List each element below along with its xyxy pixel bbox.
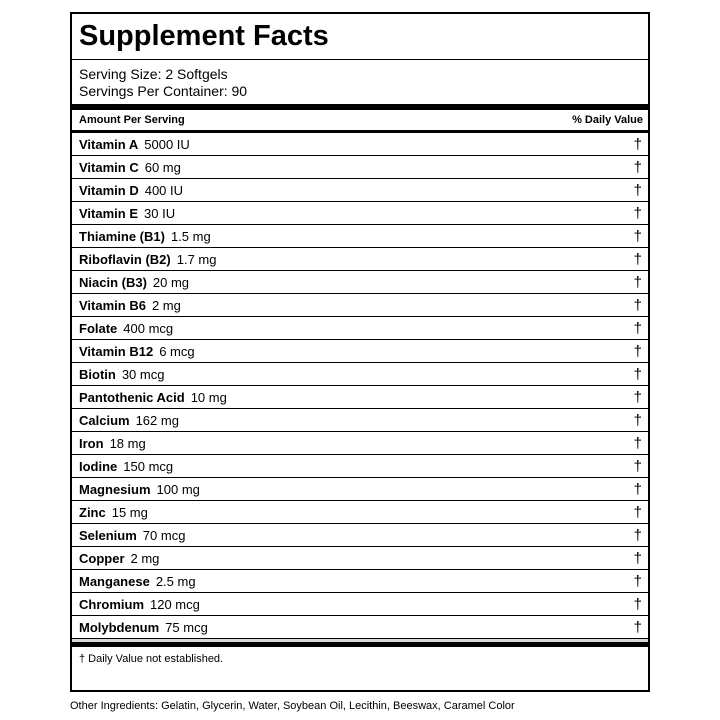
nutrient-row [72,570,648,593]
nutrient-amount: 2 mg [151,297,181,313]
nutrient-name: Selenium [79,527,137,543]
nutrient-amount: 20 mg [152,274,190,290]
nutrient-row [72,179,648,202]
nutrient-left [79,367,164,382]
nutrient-left [79,482,200,497]
nutrient-row [72,294,648,317]
nutrient-name: Manganese [79,573,150,589]
servings-per-container: Servings Per Container: 90 [79,83,248,99]
daily-value-dagger: † [633,549,642,567]
daily-value-dagger: † [633,434,642,452]
supplement-facts-panel [70,12,650,692]
daily-value-dagger: † [633,204,642,222]
nutrient-row [72,248,648,271]
nutrient-name: Vitamin D [79,182,139,198]
daily-value-dagger: † [633,250,642,268]
nutrient-name: Niacin (B3) [79,274,147,290]
daily-value-dagger: † [633,181,642,199]
nutrient-row [72,501,648,524]
nutrient-row [72,202,648,225]
nutrient-name: Copper [79,550,125,566]
daily-value-dagger: † [633,411,642,429]
daily-value-dagger: † [633,457,642,475]
nutrient-list [72,133,648,638]
nutrient-name: Vitamin E [79,205,139,221]
nutrient-name: Molybdenum [79,619,160,635]
nutrient-amount: 5000 IU [144,136,190,152]
nutrient-left [79,551,159,566]
nutrient-amount: 30 mcg [121,366,165,382]
nutrient-name: Iron [79,435,104,451]
nutrient-left [79,528,185,543]
daily-value-dagger: † [633,319,642,337]
nutrient-name: Vitamin A [79,136,139,152]
daily-value-dagger: † [633,480,642,498]
daily-value-dagger: † [633,572,642,590]
daily-value-dagger: † [633,342,642,360]
nutrient-name: Riboflavin (B2) [79,251,171,267]
column-header-row [72,110,648,133]
daily-value-dagger: † [633,503,642,521]
nutrient-left [79,574,196,589]
nutrient-amount: 150 mcg [123,458,174,474]
other-ingredients: Other Ingredients: Gelatin, Glycerin, Water, Soybean Oil, Lecithin, Beeswax, Caramel Color [70,700,515,712]
nutrient-amount: 2 mg [130,550,160,566]
nutrient-row [72,386,648,409]
nutrient-left [79,620,208,635]
nutrient-left [79,459,173,474]
nutrient-amount: 10 mg [190,389,227,405]
nutrient-name: Vitamin B12 [79,343,154,359]
nutrient-name: Vitamin C [79,159,139,175]
nutrient-name: Zinc [79,504,106,520]
nutrient-amount: 400 IU [144,182,184,198]
nutrient-left [79,597,200,612]
nutrient-left [79,413,179,428]
nutrient-left [79,229,211,244]
nutrient-left [79,505,148,520]
nutrient-name: Biotin [79,366,116,382]
nutrient-left [79,183,183,198]
panel-title: Supplement Facts [72,14,648,60]
nutrient-amount: 100 mg [156,481,200,497]
nutrient-amount: 75 mcg [165,619,208,635]
nutrient-amount: 162 mg [135,412,179,428]
nutrient-amount: 400 mcg [123,320,174,336]
nutrient-left [79,298,181,313]
nutrient-row [72,340,648,363]
nutrient-left [79,137,190,152]
nutrient-amount: 60 mg [144,159,181,175]
nutrient-row [72,317,648,340]
nutrient-row [72,409,648,432]
daily-value-dagger: † [633,273,642,291]
nutrient-row [72,547,648,570]
nutrient-row [72,593,648,616]
nutrient-left [79,344,195,359]
daily-value-dagger: † [633,158,642,176]
nutrient-left [79,252,216,267]
nutrient-left [79,206,175,221]
daily-value-dagger: † [633,526,642,544]
daily-value-dagger: † [633,618,642,636]
daily-value-dagger: † [633,135,642,153]
serving-info [72,60,648,104]
nutrient-left [79,436,146,451]
nutrient-amount: 30 IU [144,205,176,221]
nutrient-name: Iodine [79,458,118,474]
daily-value-dagger: † [633,296,642,314]
nutrient-name: Chromium [79,596,144,612]
daily-value-dagger: † [633,365,642,383]
nutrient-name: Vitamin B6 [79,297,146,313]
amount-per-serving-header: Amount Per Serving [79,114,185,126]
nutrient-name: Folate [79,320,118,336]
nutrient-row [72,271,648,294]
nutrient-row [72,363,648,386]
nutrient-row [72,432,648,455]
serving-size: Serving Size: 2 Softgels [79,66,228,82]
nutrient-left [79,275,189,290]
nutrient-row [72,455,648,478]
nutrient-amount: 6 mcg [159,343,195,359]
nutrient-amount: 1.5 mg [170,228,211,244]
daily-value-dagger: † [633,388,642,406]
nutrient-row [72,616,648,638]
nutrient-row [72,478,648,501]
nutrient-name: Thiamine (B1) [79,228,165,244]
nutrient-left [79,321,173,336]
nutrient-row [72,524,648,547]
nutrient-amount: 70 mcg [142,527,186,543]
nutrient-row [72,156,648,179]
nutrient-amount: 120 mcg [150,596,200,612]
nutrient-row [72,225,648,248]
nutrient-amount: 2.5 mg [155,573,196,589]
nutrient-row [72,133,648,156]
nutrient-name: Calcium [79,412,130,428]
daily-value-header: % Daily Value [572,114,643,126]
daily-value-dagger: † [633,227,642,245]
daily-value-dagger: † [633,595,642,613]
nutrient-left [79,160,181,175]
footnote: † Daily Value not established. [79,653,224,665]
nutrient-amount: 15 mg [111,504,148,520]
nutrient-left [79,390,227,405]
nutrient-amount: 18 mg [109,435,146,451]
nutrient-name: Magnesium [79,481,151,497]
nutrient-amount: 1.7 mg [176,251,217,267]
nutrient-name: Pantothenic Acid [79,389,185,405]
